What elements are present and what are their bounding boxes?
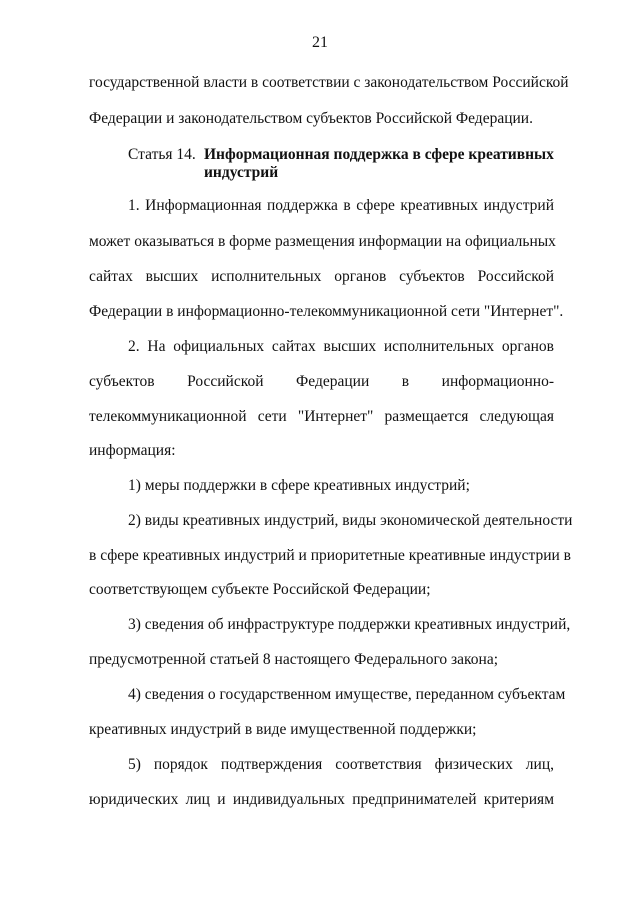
- intro-line: государственной власти в соответствии с законодательством Российской: [89, 74, 569, 91]
- paragraph-line: 1. Информационная поддержка в сфере креативных индустрий: [128, 197, 554, 214]
- list-item-line: 3) сведения об инфраструктуре поддержки креативных индустрий,: [128, 616, 571, 633]
- list-item-line: предусмотренной статьей 8 настоящего Федерального закона;: [89, 651, 499, 668]
- paragraph-line: информация:: [89, 442, 176, 459]
- list-item-line: юридических лиц и индивидуальных предпринимателей критериям: [89, 791, 554, 808]
- list-item-line: креативных индустрий в виде имущественной поддержки;: [89, 721, 477, 738]
- page-number: 21: [312, 34, 328, 51]
- paragraph-line: может оказываться в форме размещения информации на официальных: [89, 233, 556, 250]
- intro-line: Федерации и законодательством субъектов Российской Федерации.: [89, 110, 533, 127]
- list-item-line: 2) виды креативных индустрий, виды экономической деятельности: [128, 512, 573, 529]
- list-item-line: 5) порядок подтверждения соответствия физических лиц,: [128, 756, 554, 773]
- paragraph-line: телекоммуникационной сети "Интернет" размещается следующая: [89, 408, 554, 425]
- paragraph-line: сайтах высших исполнительных органов субъектов Российской: [89, 268, 554, 285]
- list-item-line: 4) сведения о государственном имуществе, переданном субъектам: [128, 686, 566, 703]
- list-item-line: соответствующем субъекте Российской Федерации;: [89, 581, 431, 598]
- article-title-line: Информационная поддержка в сфере креативных: [204, 146, 554, 163]
- paragraph-line: 2. На официальных сайтах высших исполнительных органов: [128, 338, 554, 355]
- paragraph-line: Федерации в информационно-телекоммуникационной сети "Интернет".: [89, 303, 564, 320]
- list-item-line: 1) меры поддержки в сфере креативных индустрий;: [128, 477, 470, 494]
- article-title-line: индустрий: [204, 164, 279, 181]
- article-label: Статья 14.: [128, 146, 196, 163]
- list-item-line: в сфере креативных индустрий и приоритетные креативные индустрии в: [89, 547, 571, 564]
- paragraph-line: субъектов Российской Федерации в информационно-: [89, 373, 554, 390]
